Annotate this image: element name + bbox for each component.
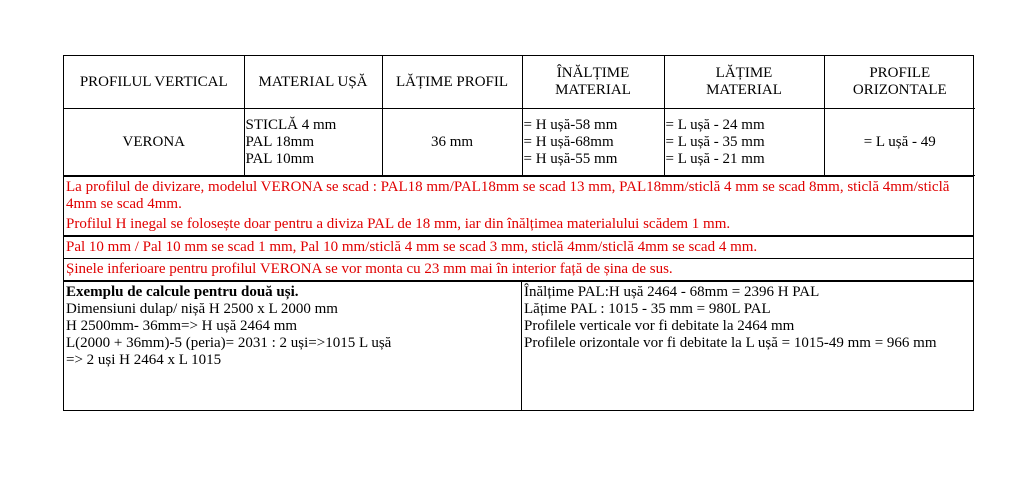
cell-height-material: = H ușă-58 mm = H ușă-68mm = H ușă-55 mm bbox=[522, 109, 664, 176]
divider-note-line: La profilul de divizare, modelul VERONA se scad : PAL18 mm/PAL18mm se scad 13 mm, PAL18mm/sticlă 4 mm se scad 8mm, sticlă 4mm/sticlă 4mm se scad 4mm. bbox=[66, 179, 950, 212]
header-vertical-profile: PROFILUL VERTICAL bbox=[64, 56, 244, 109]
rails-note bbox=[64, 258, 973, 280]
header-horizontal-profiles: PROFILE ORIZONTALE bbox=[824, 56, 975, 109]
cell-profile-name: VERONA bbox=[64, 109, 244, 176]
rails-note-line: Șinele inferioare pentru profilul VERONA se vor monta cu 23 mm mai în interior față de șina de sus. bbox=[66, 261, 673, 277]
calculation-sheet bbox=[63, 55, 974, 411]
example-line: Profilele orizontale vor fi debitate la L ușă = 1015-49 mm = 966 mm bbox=[524, 335, 937, 351]
example-line: => 2 uși H 2464 x L 1015 bbox=[66, 352, 222, 368]
example-left-column bbox=[64, 282, 522, 410]
example-section bbox=[64, 280, 973, 410]
profile-spec-table bbox=[64, 56, 975, 176]
pal10-note-line: Pal 10 mm / Pal 10 mm se scad 1 mm, Pal 10 mm/sticlă 4 mm se scad 3 mm, sticlă 4mm/sticlă 4mm se scad 4 mm. bbox=[66, 239, 758, 255]
header-material-height: ÎNĂLȚIME MATERIAL bbox=[522, 56, 664, 109]
example-line: L(2000 + 36mm)-5 (peria)= 2031 : 2 uși=>1015 L ușă bbox=[66, 335, 392, 351]
example-title: Exemplu de calcule pentru două uși. bbox=[66, 284, 299, 300]
header-material-width: LĂȚIME MATERIAL bbox=[664, 56, 824, 109]
pal10-note bbox=[64, 235, 973, 258]
header-profile-width: LĂȚIME PROFIL bbox=[382, 56, 522, 109]
cell-horizontal-profiles: = L ușă - 49 bbox=[824, 109, 975, 176]
header-door-material: MATERIAL UȘĂ bbox=[244, 56, 382, 109]
example-line: Profilele verticale vor fi debitate la 2464 mm bbox=[524, 318, 795, 334]
table-row bbox=[64, 109, 975, 176]
example-right-column bbox=[522, 282, 973, 410]
divider-note bbox=[64, 176, 973, 235]
header-row bbox=[64, 56, 975, 109]
h-profile-note-line: Profilul H inegal se folosește doar pentru a diviza PAL de 18 mm, iar din înălțimea materialului scădem 1 mm. bbox=[66, 216, 731, 232]
cell-materials: STICLĂ 4 mm PAL 18mm PAL 10mm bbox=[244, 109, 382, 176]
example-line: H 2500mm- 36mm=> H ușă 2464 mm bbox=[66, 318, 298, 334]
example-line: Dimensiuni dulap/ nișă H 2500 x L 2000 mm bbox=[66, 301, 338, 317]
cell-width-material: = L ușă - 24 mm = L ușă - 35 mm = L ușă - 21 mm bbox=[664, 109, 824, 176]
example-line: Lățime PAL : 1015 - 35 mm = 980L PAL bbox=[524, 301, 771, 317]
example-line: Înălțime PAL:H ușă 2464 - 68mm = 2396 H PAL bbox=[524, 284, 820, 300]
cell-profile-width: 36 mm bbox=[382, 109, 522, 176]
